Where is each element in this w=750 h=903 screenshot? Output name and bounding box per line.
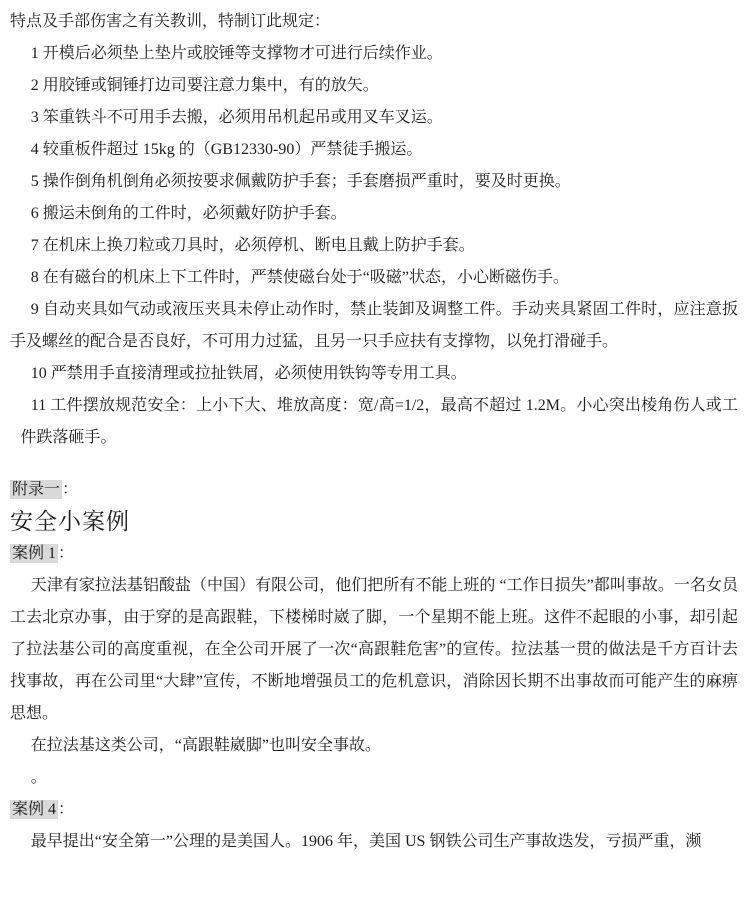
rule-item-8: 8 在有磁台的机床上下工件时，严禁使磁台处于“吸磁”状态，小心断磁伤手。: [30, 269, 570, 286]
rule-item-9: 9 自动夹具如气动或液压夹具未停止动作时，禁止装卸及调整工件。手动夹具紧固工件时，应注意扳手及螺丝的配合是否良好，不可用力过猛，且另一只手应扶有支撑物，以免打滑碰手。: [10, 301, 738, 350]
case1-stray-period: 。: [30, 769, 47, 786]
appendix-colon: ：: [62, 481, 79, 498]
appendix-heading: [10, 474, 738, 506]
case4-paragraph-1: 最早提出“安全第一”公理的是美国人。1906 年，美国 US 钢铁公司生产事故迭发，亏损严重，濒: [30, 833, 702, 850]
section-gap: [10, 454, 738, 474]
case1-label: 案例 1: [12, 545, 57, 562]
appendix-label: 附录一: [12, 481, 61, 498]
rule-item-4: 4 较重板件超过 15kg 的（GB12330-90）严禁徒手搬运。: [30, 141, 423, 158]
case1-paragraph-2: 在拉法基这类公司，“高跟鞋崴脚”也叫安全事故。: [30, 737, 382, 754]
case4-label: 案例 4: [12, 801, 57, 818]
rule-item-2: 2 用胶锤或铜锤打边司要注意力集中，有的放矢。: [30, 77, 379, 94]
rule-item-7: 7 在机床上换刀粒或刀具时，必须停机、断电且戴上防护手套。: [30, 237, 475, 254]
rule-item-10: 10 严禁用手直接清理或拉扯铁屑，必须使用铁钩等专用工具。: [30, 365, 467, 382]
rule-item-1: 1 开模后必须垫上垫片或胶锤等支撑物才可进行后续作业。: [30, 45, 443, 62]
case4-colon: ：: [58, 801, 75, 818]
intro-paragraph: 特点及手部伤害之有关教训，特制订此规定：: [10, 13, 331, 30]
rule-item-6: 6 搬运未倒角的工件时，必须戴好防护手套。: [30, 205, 347, 222]
rule-item-5: 5 操作倒角机倒角必须按要求佩戴防护手套；手套磨损严重时，要及时更换。: [30, 173, 571, 190]
case1-heading: [10, 538, 738, 570]
case1-paragraph-1: 天津有家拉法基铝酸盐（中国）有限公司，他们把所有不能上班的 “工作日损失”都叫事故。一名女员工去北京办事，由于穿的是高跟鞋，下楼梯时崴了脚，一个星期不能上班。这件不起眼的小事，却引起了拉法基公司的高度重视，在全公司开展了一次“高跟鞋危害”的宣传。拉法基一贯的做法是千方百计去找事故，再在公司里“大肆”宣传，不断地增强员工的危机意识，消除因长期不出事故而可能产生的麻痹思想。: [10, 577, 738, 722]
rule-item-3: 3 笨重铁斗不可用手去搬，必须用吊机起吊或用叉车叉运。: [30, 109, 443, 126]
section-title: 安全小案例: [10, 509, 130, 534]
case4-heading: [10, 794, 738, 826]
rule-item-11: 11 工件摆放规范安全：上小下大、堆放高度：宽/高=1/2，最高不超过 1.2M。小心突出棱角伤人或工件跌落砸手。: [20, 397, 738, 446]
case1-colon: ：: [58, 545, 75, 562]
